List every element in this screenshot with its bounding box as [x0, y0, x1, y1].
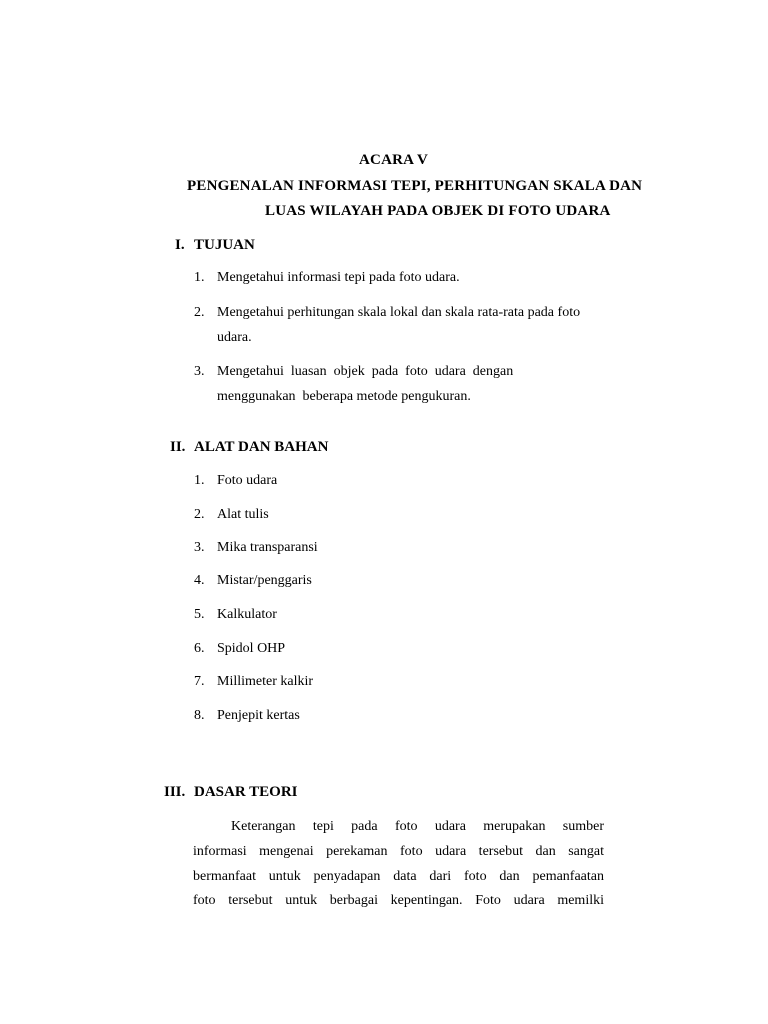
list-item-continuation: menggunakan beberapa metode pengukuran. — [217, 389, 471, 404]
list-item-number: 1. — [194, 270, 205, 285]
list-item-text: Mengetahui informasi tepi pada foto udara. — [217, 270, 460, 285]
section-number: II. — [170, 439, 186, 455]
list-item-text: Mengetahui perhitungan skala lokal dan skala rata-rata pada foto — [217, 305, 581, 320]
document-title: ACARA V — [359, 152, 429, 168]
document-subtitle-line-1: PENGENALAN INFORMASI TEPI, PERHITUNGAN SKALA DAN — [187, 178, 643, 194]
list-item-text: Penjepit kertas — [217, 708, 300, 723]
list-item-number: 2. — [194, 507, 205, 522]
section-number: III. — [164, 784, 186, 800]
list-item-text: Mika transparansi — [217, 540, 318, 555]
list-item-text: Kalkulator — [217, 607, 277, 622]
list-item-number: 3. — [194, 364, 205, 379]
paragraph-line: bermanfaat untuk penyadapan data dari foto dan pemanfaatan — [193, 869, 604, 884]
list-item-number: 6. — [194, 641, 205, 656]
list-item-text: Foto udara — [217, 473, 278, 488]
list-item-number: 4. — [194, 573, 205, 588]
list-item-number: 7. — [194, 674, 205, 689]
list-item-text: Spidol OHP — [217, 641, 286, 656]
list-item-number: 3. — [194, 540, 205, 555]
list-item-number: 8. — [194, 708, 205, 723]
list-item-text: Millimeter kalkir — [217, 674, 314, 689]
section-title-dasar-teori: DASAR TEORI — [194, 784, 298, 800]
section-number: I. — [175, 237, 185, 253]
list-item-text: Mistar/penggaris — [217, 573, 312, 588]
list-item-number: 2. — [194, 305, 205, 320]
document-subtitle-line-2: LUAS WILAYAH PADA OBJEK DI FOTO UDARA — [265, 203, 611, 219]
list-item-number: 1. — [194, 473, 205, 488]
list-item-text: Mengetahui luasan objek pada foto udara dengan — [217, 364, 514, 379]
list-item-text: Alat tulis — [217, 507, 269, 522]
list-item-continuation: udara. — [217, 330, 252, 345]
paragraph-line: Keterangan tepi pada foto udara merupakan sumber — [231, 819, 604, 834]
section-heading-tujuan — [175, 238, 185, 253]
paragraph-line: informasi mengenai perekaman foto udara tersebut dan sangat — [193, 844, 604, 859]
list-item-number: 5. — [194, 607, 205, 622]
section-title-tujuan: TUJUAN — [194, 237, 255, 253]
section-title-alat-dan-bahan: ALAT DAN BAHAN — [194, 439, 329, 455]
paragraph-line: foto tersebut untuk berbagai kepentingan. Foto udara memilki — [193, 893, 604, 908]
